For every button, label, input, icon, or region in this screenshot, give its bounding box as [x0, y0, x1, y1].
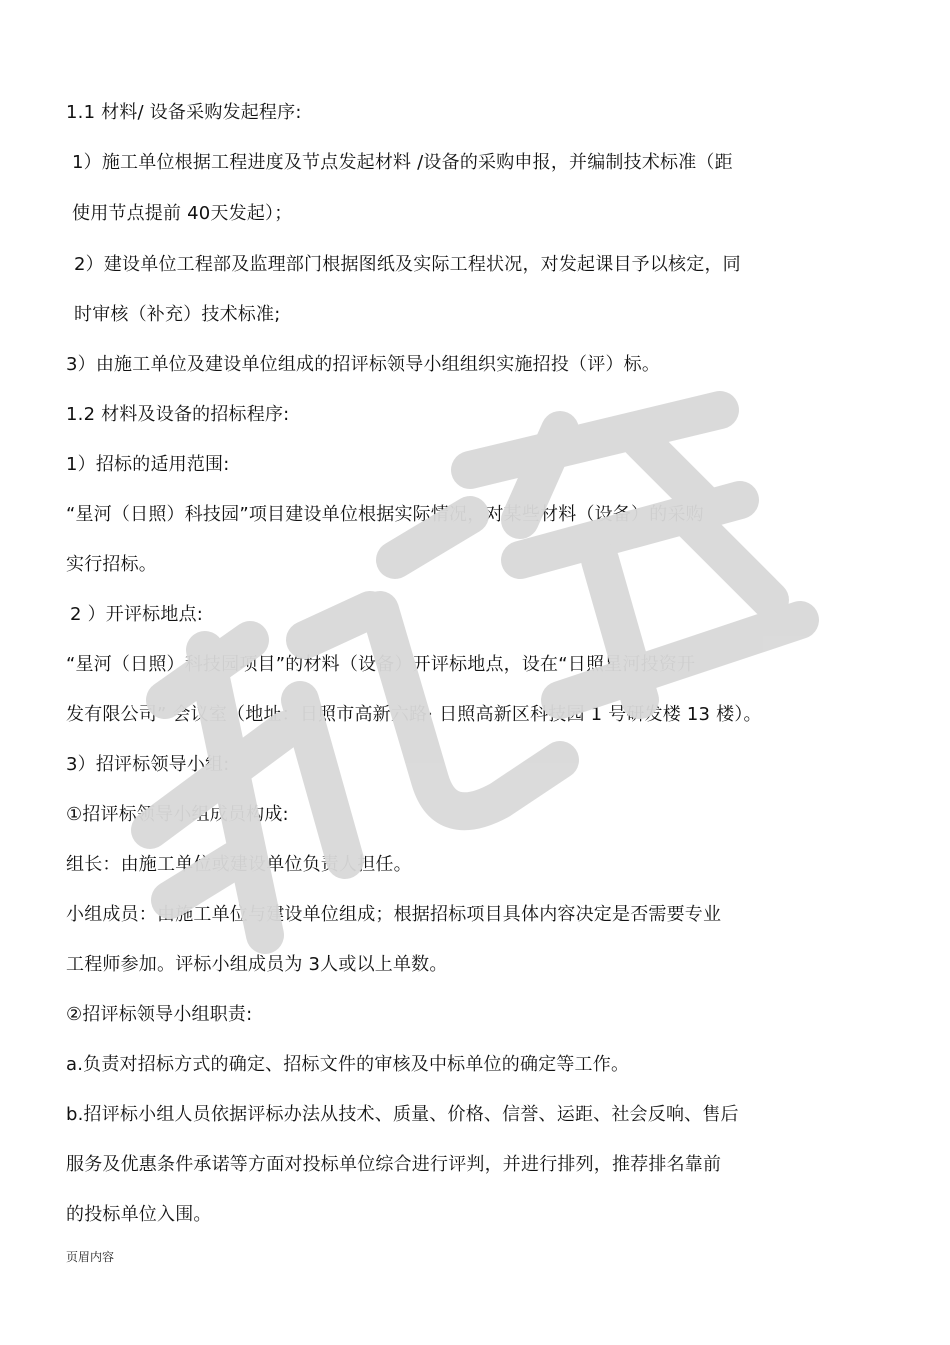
paragraph-line: b.招评标小组人员依据评标办法从技术、质量、价格、信誉、运距、社会反响、售后 [66, 1104, 739, 1125]
paragraph-line: 使用节点提前 40天发起）； [72, 203, 293, 224]
paragraph-line: a.负责对招标方式的确定、招标文件的审核及中标单位的确定等工作。 [66, 1054, 630, 1075]
paragraph-line: 1）施工单位根据工程进度及节点发起材料 /设备的采购申报，并编制技术标准（距 [72, 152, 733, 173]
paragraph-line: 2 ）开评标地点: [70, 604, 204, 625]
paragraph-line: 小组成员：由施工单位与建设单位组成；根据招标项目具体内容决定是否需要专业 [66, 904, 722, 925]
page-footer: 页眉内容 [66, 1250, 115, 1264]
section-heading-1-1: 1.1 材料/ 设备采购发起程序: [66, 102, 302, 123]
paragraph-line: “星河（日照）科技园项目”的材料（设备）开评标地点，设在“日照星河投资开 [66, 654, 696, 675]
paragraph-line: 2）建设单位工程部及监理部门根据图纸及实际工程状况，对发起课目予以核定，同 [74, 254, 741, 275]
paragraph-line: 发有限公司” 会议室（地址：日照市高新六路· 日照高新区科技园 1 号研发楼 13 楼）。 [66, 704, 762, 725]
paragraph-line: 3）由施工单位及建设单位组成的招评标领导小组组织实施招投（评）标。 [66, 354, 661, 375]
paragraph-line: 服务及优惠条件承诺等方面对投标单位综合进行评判，并进行排列，推荐排名靠前 [66, 1154, 722, 1175]
paragraph-line: 工程师参加。评标小组成员为 3人或以上单数。 [66, 954, 448, 975]
paragraph-line: 实行招标。 [66, 554, 157, 575]
paragraph-line: “星河（日照）科技园”项目建设单位根据实际情况，对某些材料（设备）的采购 [66, 504, 704, 525]
paragraph-line: 的投标单位入围。 [66, 1204, 212, 1225]
paragraph-line: 组长：由施工单位或建设单位负责人担任。 [66, 854, 412, 875]
paragraph-line: 1）招标的适用范围: [66, 454, 230, 475]
section-heading-1-2: 1.2 材料及设备的招标程序: [66, 404, 290, 425]
paragraph-line: 时审核（补充）技术标准; [74, 304, 281, 325]
paragraph-line: 3）招评标领导小组: [66, 754, 230, 775]
paragraph-line: ①招评标领导小组成员构成: [66, 804, 289, 825]
paragraph-line: ②招评标领导小组职责: [66, 1004, 253, 1025]
